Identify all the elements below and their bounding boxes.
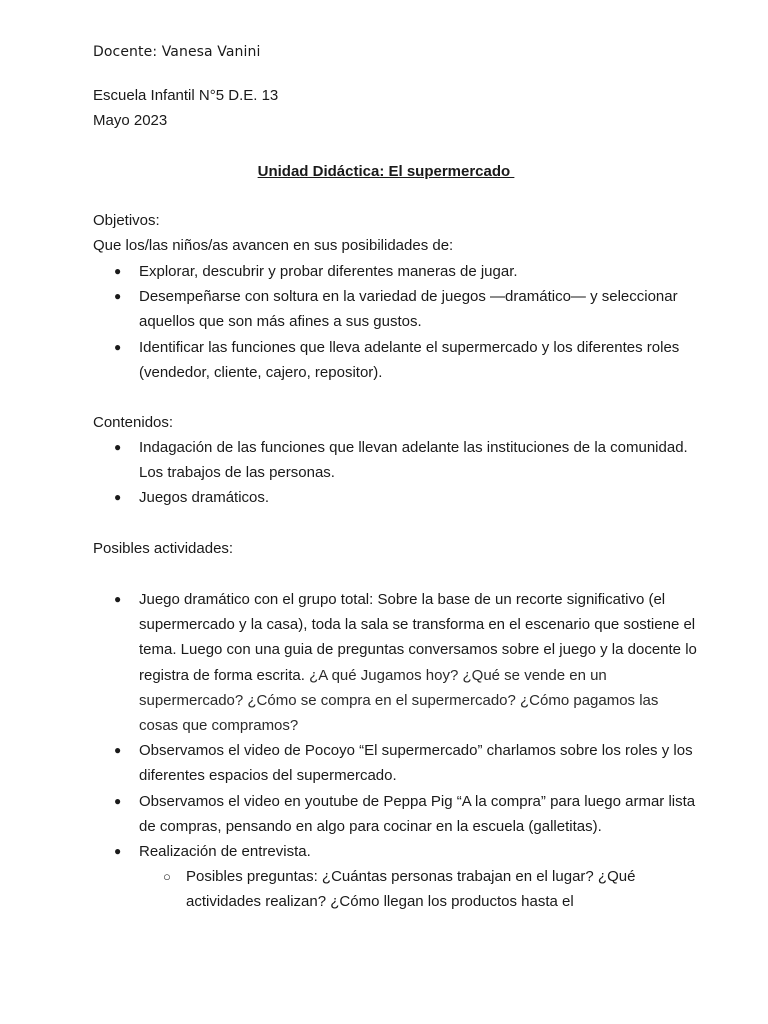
list-item [0,335,699,385]
list-item [0,259,699,284]
objetivo-text: Desempeñarse con soltura en la variedad de juegos —dramático— y seleccionar aquellos que son más afines a sus gustos. [139,288,678,331]
circle-bullet-icon: ○ [163,869,171,885]
actividad-text: Observamos el video de Pocoyo “El supermercado” charlamos sobre los roles y los diferentes espacios del supermercado. [139,742,693,785]
actividad-text: Juego dramático con el grupo total: Sobre la base de un recorte significativo (el supermercado y la casa), toda la sala se transforma en el escenario que sostiene el tema. Luego con una guia de preguntas conversamos sobre el juego y la docente lo registra de forma escrita. [139,591,697,684]
entrevista-sublist [139,864,699,914]
bullet-icon: ● [114,743,122,758]
actividades-list [0,587,699,915]
actividades-heading: Posibles actividades: [93,540,234,557]
list-item [0,485,699,510]
bullet-icon: ● [114,490,122,505]
bullet-icon: ● [114,793,122,808]
list-item [0,435,699,485]
list-item [139,864,686,914]
document-title: Unidad Didáctica: El supermercado [257,163,515,180]
bullet-icon: ● [114,592,122,606]
objetivo-text: Explorar, descubrir y probar diferentes maneras de jugar. [139,263,518,280]
fecha-line: Mayo 2023 [93,112,168,129]
bullet-icon: ● [114,289,122,304]
list-item [0,839,699,915]
contenidos-heading: Contenidos: [93,414,174,431]
bullet-icon: ● [114,844,122,859]
list-item [0,789,699,839]
contenido-text: Indagación de las funciones que llevan adelante las instituciones de la comunidad. Los trabajos de las personas. [139,439,688,482]
list-item [0,587,699,738]
bullet-icon: ● [114,440,122,454]
contenidos-list [0,435,699,511]
actividad-questions: ¿A qué Jugamos hoy? ¿Qué se vende en un supermercado? ¿Cómo se compra en el supermercado? ¿Cómo pagamos las cosas que compramos? [139,666,659,735]
objetivos-intro: Que los/las niños/as avancen en sus posibilidades de: [93,237,454,254]
bullet-icon: ● [114,339,122,354]
list-item [0,284,699,334]
bullet-icon: ● [114,264,122,278]
objetivo-text: Identificar las funciones que lleva adelante el supermercado y los diferentes roles (vendedor, cliente, cajero, repositor). [139,338,680,381]
list-item [0,738,699,788]
objetivos-list [0,259,699,385]
escuela-line: Escuela Infantil N°5 D.E. 13 [93,87,279,104]
objetivos-heading: Objetivos: [93,212,160,229]
actividad-text: Realización de entrevista. [139,843,311,861]
contenido-text: Juegos dramáticos. [139,489,270,507]
subitem-text: Posibles preguntas: ¿Cuántas personas trabajan en el lugar? ¿Qué actividades realizan? ¿Cómo llegan los productos hasta el [186,868,636,911]
actividad-text: Observamos el video en youtube de Peppa Pig “A la compra” para luego armar lista de compras, pensando en algo para cocinar en la escuela (galletitas). [139,792,696,835]
docente-line: Docente: Vanesa Vanini [93,44,261,60]
